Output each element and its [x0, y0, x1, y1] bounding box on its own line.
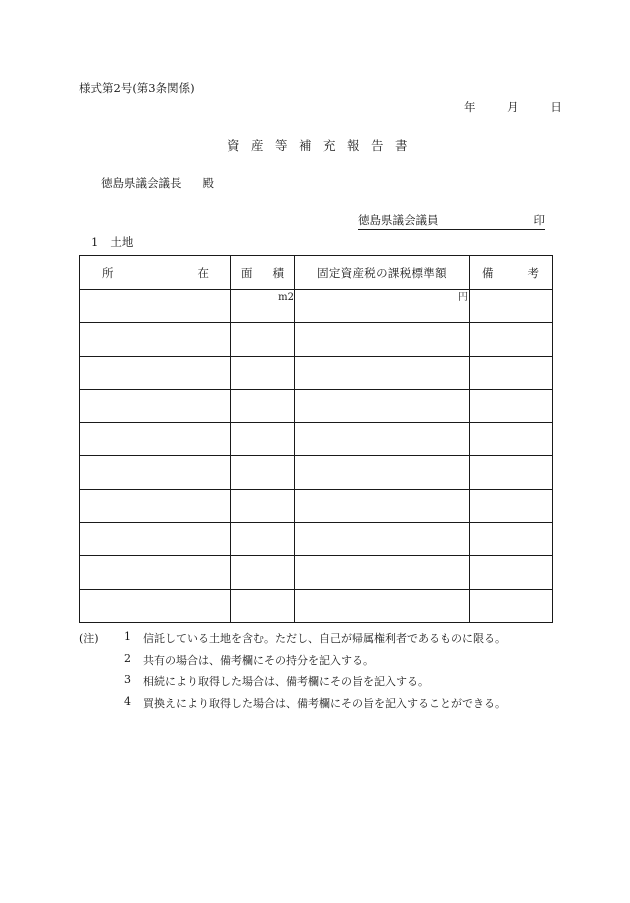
- date-line: [464, 99, 562, 115]
- cell-area[interactable]: [231, 323, 295, 356]
- land-table-body: [80, 290, 553, 623]
- cell-area[interactable]: [231, 589, 295, 622]
- cell-location[interactable]: [80, 589, 231, 622]
- addressee-honorific: 殿: [202, 176, 214, 190]
- cell-tax-base[interactable]: [295, 489, 470, 522]
- cell-remarks[interactable]: [470, 523, 553, 556]
- cell-location[interactable]: [80, 290, 231, 323]
- cell-remarks[interactable]: [470, 423, 553, 456]
- section-label: 土地: [110, 235, 134, 249]
- note-number: 1: [124, 630, 131, 643]
- note-text: 共有の場合は、備考欄にその持分を記入する。: [143, 653, 374, 667]
- note-number: 4: [124, 694, 131, 708]
- cell-location[interactable]: [80, 523, 231, 556]
- notes-label: (注): [79, 632, 99, 645]
- cell-remarks[interactable]: [470, 290, 553, 323]
- section-heading: [91, 234, 133, 250]
- table-row: [80, 456, 553, 489]
- cell-area[interactable]: [231, 456, 295, 489]
- note-text: 買換えにより取得した場合は、備考欄にその旨を記入することができる。: [143, 696, 506, 710]
- cell-remarks[interactable]: [470, 389, 553, 422]
- addressee-name: 徳島県議会議長: [101, 176, 182, 190]
- cell-tax-base[interactable]: [295, 389, 470, 422]
- cell-location[interactable]: [80, 423, 231, 456]
- cell-area[interactable]: [231, 290, 295, 323]
- signature-line: [358, 212, 545, 230]
- seal-mark: 印: [533, 213, 545, 227]
- table-row: [80, 489, 553, 522]
- header-location: 所 在: [80, 256, 231, 290]
- cell-area[interactable]: [231, 489, 295, 522]
- land-table: [79, 255, 553, 623]
- cell-tax-base[interactable]: [295, 423, 470, 456]
- table-row: [80, 323, 553, 356]
- cell-location[interactable]: [80, 356, 231, 389]
- table-row: [80, 356, 553, 389]
- note-number: 2: [124, 651, 131, 665]
- date-day-label: 日: [550, 100, 562, 114]
- section-number: 1: [91, 235, 99, 249]
- form-number: 様式第2号(第3条関係): [79, 81, 195, 95]
- cell-remarks[interactable]: [470, 323, 553, 356]
- cell-area[interactable]: [231, 556, 295, 589]
- cell-area[interactable]: [231, 523, 295, 556]
- note-text: 相続により取得した場合は、備考欄にその旨を記入する。: [143, 675, 429, 688]
- cell-remarks[interactable]: [470, 556, 553, 589]
- cell-remarks[interactable]: [470, 356, 553, 389]
- cell-remarks[interactable]: [470, 456, 553, 489]
- cell-tax-base[interactable]: [295, 456, 470, 489]
- note-text: 信託している土地を含む。ただし、自己が帰属権利者であるものに限る。: [143, 632, 506, 645]
- table-row: [80, 290, 553, 323]
- cell-location[interactable]: [80, 456, 231, 489]
- document-title: 資産等補充報告書: [227, 138, 420, 153]
- cell-location[interactable]: [80, 323, 231, 356]
- note-number: 3: [124, 673, 131, 686]
- cell-area[interactable]: [231, 423, 295, 456]
- table-row: [80, 589, 553, 622]
- header-tax-base: 固定資産税の課税標準額: [295, 256, 470, 290]
- signature-label: 徳島県議会議員: [358, 213, 439, 227]
- cell-tax-base[interactable]: [295, 356, 470, 389]
- addressee: [101, 175, 214, 191]
- table-row: [80, 523, 553, 556]
- cell-area[interactable]: [231, 389, 295, 422]
- cell-remarks[interactable]: [470, 489, 553, 522]
- header-remarks: 備 考: [470, 256, 553, 290]
- cell-tax-base[interactable]: [295, 323, 470, 356]
- table-row: [80, 389, 553, 422]
- cell-tax-base[interactable]: [295, 523, 470, 556]
- date-year-label: 年: [464, 100, 476, 114]
- cell-area[interactable]: [231, 356, 295, 389]
- cell-location[interactable]: [80, 489, 231, 522]
- cell-tax-base[interactable]: [295, 589, 470, 622]
- header-area: 面 積: [231, 256, 295, 290]
- cell-location[interactable]: [80, 556, 231, 589]
- area-unit: m2: [278, 292, 294, 303]
- date-month-label: 月: [507, 100, 519, 114]
- cell-tax-base[interactable]: [295, 556, 470, 589]
- cell-location[interactable]: [80, 389, 231, 422]
- table-row: [80, 556, 553, 589]
- table-row: [80, 423, 553, 456]
- table-header-row: [80, 256, 553, 290]
- tax-unit: 円: [458, 292, 468, 303]
- cell-tax-base[interactable]: [295, 290, 470, 323]
- cell-remarks[interactable]: [470, 589, 553, 622]
